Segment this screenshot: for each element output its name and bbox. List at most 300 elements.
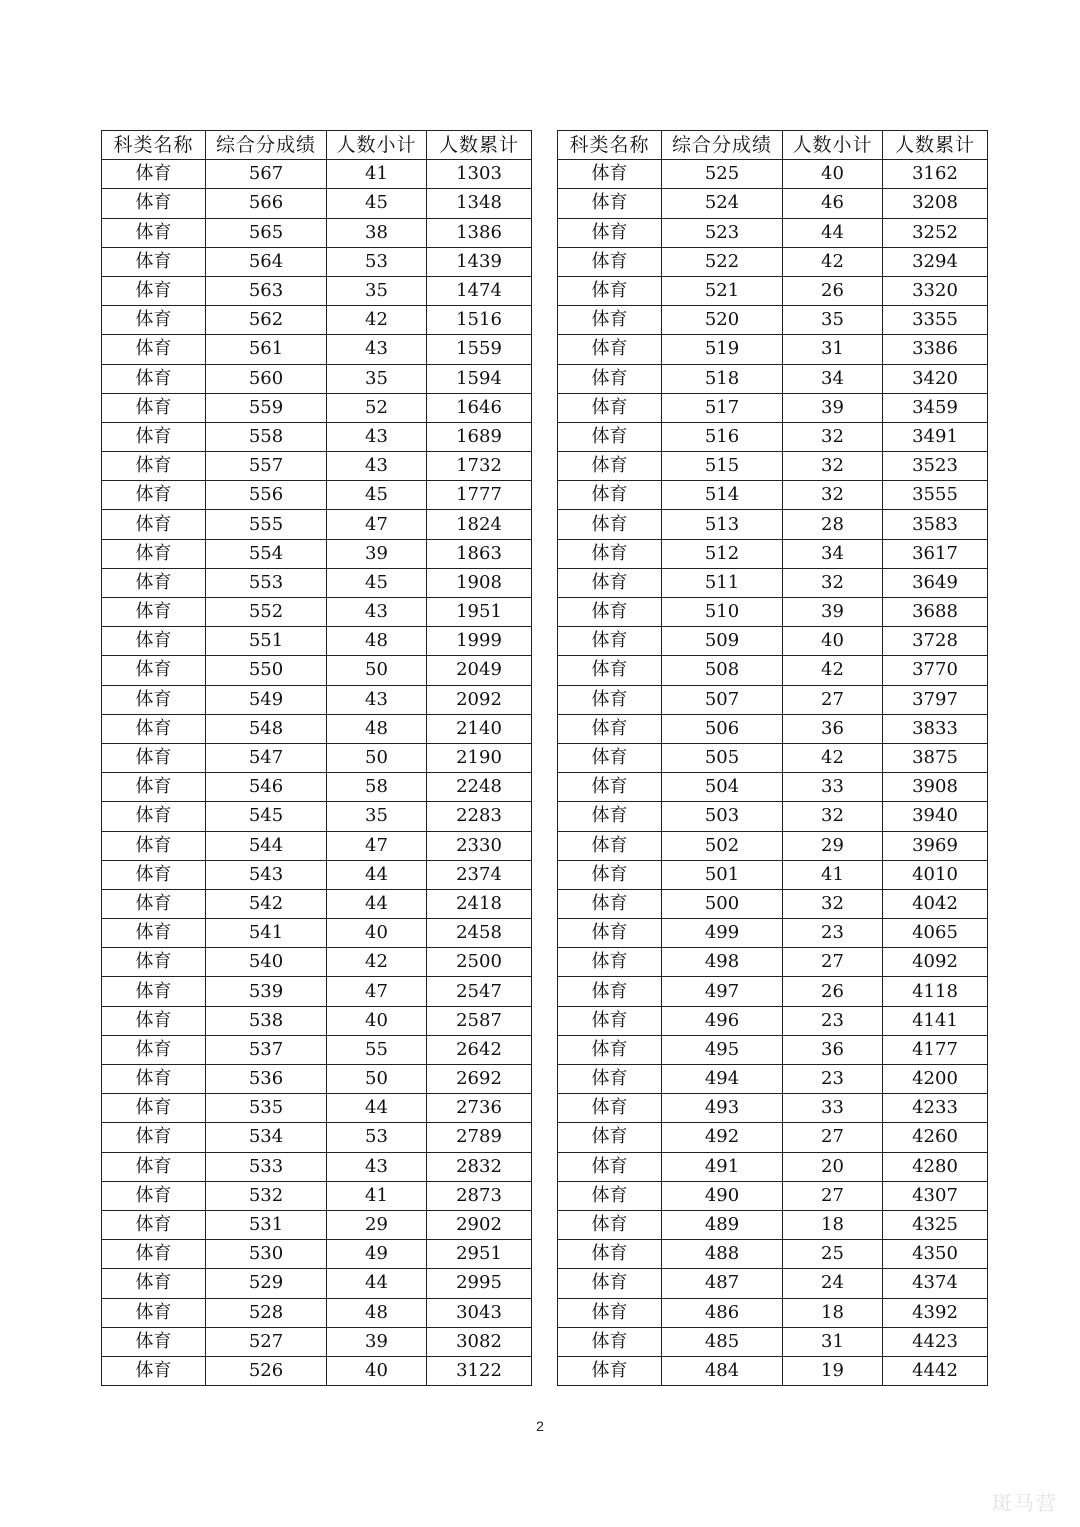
cell-subject: 体育: [102, 1327, 206, 1356]
table-row: [558, 1006, 988, 1035]
cell-cumulative: 2587: [427, 1006, 532, 1035]
cell-count: 41: [327, 1181, 427, 1210]
cell-cumulative: 2283: [427, 802, 532, 831]
cell-subject: 体育: [102, 510, 206, 539]
cell-score: 526: [206, 1356, 327, 1385]
cell-score: 519: [662, 335, 783, 364]
cell-subject: 体育: [558, 598, 662, 627]
table-row: [558, 831, 988, 860]
cell-score: 487: [662, 1269, 783, 1298]
cell-subject: 体育: [102, 627, 206, 656]
cell-subject: 体育: [558, 335, 662, 364]
cell-score: 489: [662, 1210, 783, 1239]
cell-count: 47: [327, 977, 427, 1006]
cell-cumulative: 3770: [883, 656, 988, 685]
cell-subject: 体育: [558, 919, 662, 948]
cell-cumulative: 4010: [883, 860, 988, 889]
cell-cumulative: 4118: [883, 977, 988, 1006]
cell-count: 39: [327, 1327, 427, 1356]
cell-cumulative: 3491: [883, 422, 988, 451]
cell-subject: 体育: [558, 1356, 662, 1385]
table-row: [102, 1181, 532, 1210]
cell-subject: 体育: [558, 364, 662, 393]
cell-count: 29: [327, 1210, 427, 1239]
cell-count: 32: [783, 568, 883, 597]
cell-cumulative: 1516: [427, 306, 532, 335]
table-row: [558, 1240, 988, 1269]
cell-score: 538: [206, 1006, 327, 1035]
cell-cumulative: 1951: [427, 598, 532, 627]
cell-count: 18: [783, 1210, 883, 1239]
table-row: [558, 656, 988, 685]
cell-score: 508: [662, 656, 783, 685]
cell-subject: 体育: [102, 656, 206, 685]
cell-subject: 体育: [102, 598, 206, 627]
table-row: [558, 802, 988, 831]
cell-cumulative: 1689: [427, 422, 532, 451]
table-row: [558, 889, 988, 918]
cell-cumulative: 4200: [883, 1065, 988, 1094]
cell-score: 537: [206, 1035, 327, 1064]
score-table-left-header: [102, 131, 532, 160]
cell-count: 18: [783, 1298, 883, 1327]
cell-cumulative: 2458: [427, 919, 532, 948]
cell-score: 502: [662, 831, 783, 860]
table-row: [102, 1327, 532, 1356]
cell-cumulative: 3162: [883, 160, 988, 189]
cell-cumulative: 4392: [883, 1298, 988, 1327]
cell-count: 53: [327, 1123, 427, 1152]
cell-count: 34: [783, 364, 883, 393]
cell-score: 500: [662, 889, 783, 918]
table-row: [102, 1298, 532, 1327]
cell-score: 521: [662, 276, 783, 305]
table-row: [102, 860, 532, 889]
cell-subject: 体育: [558, 1327, 662, 1356]
table-row: [558, 598, 988, 627]
cell-cumulative: 4141: [883, 1006, 988, 1035]
table-row: [558, 1327, 988, 1356]
header-row: [558, 131, 988, 160]
cell-score: 554: [206, 539, 327, 568]
cell-subject: 体育: [558, 656, 662, 685]
cell-score: 507: [662, 685, 783, 714]
table-row: [102, 1123, 532, 1152]
cell-score: 566: [206, 189, 327, 218]
cell-cumulative: 2789: [427, 1123, 532, 1152]
table-row: [102, 247, 532, 276]
cell-count: 42: [783, 247, 883, 276]
cell-cumulative: 2049: [427, 656, 532, 685]
cell-cumulative: 2248: [427, 773, 532, 802]
cell-subject: 体育: [102, 1181, 206, 1210]
cell-count: 35: [327, 364, 427, 393]
cell-count: 44: [327, 1094, 427, 1123]
cell-cumulative: 4042: [883, 889, 988, 918]
cell-subject: 体育: [558, 276, 662, 305]
cell-cumulative: 1386: [427, 218, 532, 247]
cell-cumulative: 4442: [883, 1356, 988, 1385]
table-row: [102, 160, 532, 189]
cell-count: 40: [327, 1356, 427, 1385]
cell-score: 495: [662, 1035, 783, 1064]
cell-cumulative: 3122: [427, 1356, 532, 1385]
cell-score: 546: [206, 773, 327, 802]
table-row: [558, 393, 988, 422]
cell-subject: 体育: [102, 160, 206, 189]
cell-count: 44: [327, 860, 427, 889]
cell-subject: 体育: [102, 919, 206, 948]
cell-cumulative: 3617: [883, 539, 988, 568]
table-row: [102, 364, 532, 393]
table-row: [102, 1006, 532, 1035]
cell-cumulative: 2692: [427, 1065, 532, 1094]
table-row: [102, 1035, 532, 1064]
cell-count: 43: [327, 452, 427, 481]
cell-count: 31: [783, 335, 883, 364]
cell-count: 39: [783, 393, 883, 422]
cell-subject: 体育: [102, 1269, 206, 1298]
cell-count: 33: [783, 1094, 883, 1123]
cell-subject: 体育: [102, 481, 206, 510]
cell-count: 48: [327, 1298, 427, 1327]
cell-cumulative: 2902: [427, 1210, 532, 1239]
cell-cumulative: 4177: [883, 1035, 988, 1064]
header-subject: 科类名称: [558, 131, 662, 160]
cell-count: 28: [783, 510, 883, 539]
table-row: [102, 1065, 532, 1094]
cell-score: 503: [662, 802, 783, 831]
cell-subject: 体育: [102, 977, 206, 1006]
cell-score: 504: [662, 773, 783, 802]
score-table-left: [101, 130, 532, 1386]
table-row: [102, 831, 532, 860]
table-row: [558, 1152, 988, 1181]
header-score: 综合分成绩: [206, 131, 327, 160]
cell-subject: 体育: [102, 306, 206, 335]
cell-cumulative: 3523: [883, 452, 988, 481]
cell-cumulative: 1348: [427, 189, 532, 218]
cell-subject: 体育: [558, 306, 662, 335]
cell-subject: 体育: [102, 1123, 206, 1152]
table-row: [558, 977, 988, 1006]
cell-score: 498: [662, 948, 783, 977]
cell-subject: 体育: [558, 860, 662, 889]
cell-score: 509: [662, 627, 783, 656]
table-row: [102, 1210, 532, 1239]
cell-cumulative: 1303: [427, 160, 532, 189]
cell-cumulative: 2642: [427, 1035, 532, 1064]
cell-subject: 体育: [558, 568, 662, 597]
cell-count: 50: [327, 656, 427, 685]
cell-cumulative: 4280: [883, 1152, 988, 1181]
cell-score: 565: [206, 218, 327, 247]
cell-subject: 体育: [102, 393, 206, 422]
cell-cumulative: 3688: [883, 598, 988, 627]
cell-count: 43: [327, 1152, 427, 1181]
cell-subject: 体育: [102, 714, 206, 743]
cell-count: 45: [327, 189, 427, 218]
table-row: [102, 276, 532, 305]
cell-subject: 体育: [558, 685, 662, 714]
cell-subject: 体育: [102, 1006, 206, 1035]
cell-cumulative: 2140: [427, 714, 532, 743]
cell-score: 567: [206, 160, 327, 189]
cell-cumulative: 3459: [883, 393, 988, 422]
table-row: [558, 510, 988, 539]
cell-subject: 体育: [558, 889, 662, 918]
cell-score: 548: [206, 714, 327, 743]
header-row: [102, 131, 532, 160]
table-row: [558, 1123, 988, 1152]
cell-score: 563: [206, 276, 327, 305]
cell-score: 494: [662, 1065, 783, 1094]
cell-score: 536: [206, 1065, 327, 1094]
header-count: 人数小计: [783, 131, 883, 160]
cell-score: 561: [206, 335, 327, 364]
cell-cumulative: 4260: [883, 1123, 988, 1152]
table-row: [102, 977, 532, 1006]
cell-count: 29: [783, 831, 883, 860]
header-cumulative: 人数累计: [427, 131, 532, 160]
cell-score: 517: [662, 393, 783, 422]
table-row: [102, 306, 532, 335]
cell-cumulative: 2736: [427, 1094, 532, 1123]
cell-score: 524: [662, 189, 783, 218]
table-row: [558, 160, 988, 189]
cell-count: 26: [783, 276, 883, 305]
cell-score: 501: [662, 860, 783, 889]
cell-count: 42: [327, 306, 427, 335]
score-table-right: [557, 130, 988, 1386]
table-row: [558, 189, 988, 218]
cell-score: 527: [206, 1327, 327, 1356]
cell-score: 523: [662, 218, 783, 247]
table-row: [102, 481, 532, 510]
cell-score: 549: [206, 685, 327, 714]
cell-subject: 体育: [558, 452, 662, 481]
cell-subject: 体育: [558, 160, 662, 189]
cell-score: 557: [206, 452, 327, 481]
cell-subject: 体育: [558, 1210, 662, 1239]
cell-cumulative: 4374: [883, 1269, 988, 1298]
cell-count: 23: [783, 1006, 883, 1035]
cell-cumulative: 1824: [427, 510, 532, 539]
cell-cumulative: 2418: [427, 889, 532, 918]
cell-cumulative: 4350: [883, 1240, 988, 1269]
cell-count: 38: [327, 218, 427, 247]
cell-score: 555: [206, 510, 327, 539]
cell-count: 39: [783, 598, 883, 627]
table-row: [102, 1240, 532, 1269]
cell-count: 45: [327, 481, 427, 510]
cell-subject: 体育: [558, 218, 662, 247]
cell-score: 513: [662, 510, 783, 539]
cell-cumulative: 3555: [883, 481, 988, 510]
cell-score: 553: [206, 568, 327, 597]
cell-count: 50: [327, 743, 427, 772]
score-table-right-body: [558, 160, 988, 1386]
cell-score: 534: [206, 1123, 327, 1152]
cell-subject: 体育: [558, 247, 662, 276]
cell-cumulative: 3583: [883, 510, 988, 539]
cell-count: 44: [327, 1269, 427, 1298]
table-row: [558, 364, 988, 393]
cell-subject: 体育: [558, 627, 662, 656]
cell-count: 32: [783, 802, 883, 831]
cell-score: 551: [206, 627, 327, 656]
cell-score: 505: [662, 743, 783, 772]
cell-subject: 体育: [558, 743, 662, 772]
cell-subject: 体育: [102, 1210, 206, 1239]
cell-score: 492: [662, 1123, 783, 1152]
cell-score: 542: [206, 889, 327, 918]
cell-score: 562: [206, 306, 327, 335]
header-score: 综合分成绩: [662, 131, 783, 160]
cell-subject: 体育: [102, 1240, 206, 1269]
cell-cumulative: 4423: [883, 1327, 988, 1356]
cell-cumulative: 2330: [427, 831, 532, 860]
page-number: 2: [536, 1418, 544, 1434]
cell-count: 19: [783, 1356, 883, 1385]
cell-subject: 体育: [102, 1094, 206, 1123]
cell-subject: 体育: [102, 247, 206, 276]
cell-subject: 体育: [102, 1152, 206, 1181]
cell-subject: 体育: [558, 393, 662, 422]
cell-count: 27: [783, 948, 883, 977]
cell-subject: 体育: [102, 948, 206, 977]
cell-count: 40: [783, 160, 883, 189]
cell-subject: 体育: [558, 539, 662, 568]
cell-count: 36: [783, 714, 883, 743]
cell-cumulative: 3320: [883, 276, 988, 305]
cell-cumulative: 3940: [883, 802, 988, 831]
cell-count: 58: [327, 773, 427, 802]
cell-count: 36: [783, 1035, 883, 1064]
table-row: [558, 1181, 988, 1210]
cell-score: 511: [662, 568, 783, 597]
cell-subject: 体育: [558, 1240, 662, 1269]
table-row: [558, 247, 988, 276]
cell-cumulative: 1732: [427, 452, 532, 481]
table-row: [558, 860, 988, 889]
table-row: [558, 627, 988, 656]
cell-subject: 体育: [102, 860, 206, 889]
cell-count: 42: [783, 743, 883, 772]
cell-subject: 体育: [102, 773, 206, 802]
cell-score: 499: [662, 919, 783, 948]
cell-cumulative: 1594: [427, 364, 532, 393]
table-row: [102, 1152, 532, 1181]
cell-cumulative: 2832: [427, 1152, 532, 1181]
cell-cumulative: 2547: [427, 977, 532, 1006]
cell-subject: 体育: [558, 1065, 662, 1094]
cell-score: 550: [206, 656, 327, 685]
cell-score: 486: [662, 1298, 783, 1327]
cell-score: 488: [662, 1240, 783, 1269]
cell-cumulative: 2374: [427, 860, 532, 889]
table-row: [102, 656, 532, 685]
table-row: [102, 1356, 532, 1385]
cell-count: 44: [783, 218, 883, 247]
header-cumulative: 人数累计: [883, 131, 988, 160]
cell-subject: 体育: [558, 1035, 662, 1064]
table-row: [102, 539, 532, 568]
cell-count: 46: [783, 189, 883, 218]
table-row: [102, 422, 532, 451]
cell-subject: 体育: [102, 685, 206, 714]
cell-count: 42: [783, 656, 883, 685]
cell-cumulative: 3649: [883, 568, 988, 597]
cell-subject: 体育: [558, 1006, 662, 1035]
cell-cumulative: 2873: [427, 1181, 532, 1210]
cell-cumulative: 3043: [427, 1298, 532, 1327]
watermark-logo: 斑马营: [992, 1491, 1058, 1515]
cell-score: 490: [662, 1181, 783, 1210]
cell-subject: 体育: [558, 1152, 662, 1181]
cell-count: 48: [327, 627, 427, 656]
cell-count: 45: [327, 568, 427, 597]
cell-subject: 体育: [102, 335, 206, 364]
table-row: [102, 1269, 532, 1298]
cell-subject: 体育: [102, 189, 206, 218]
table-row: [558, 1269, 988, 1298]
cell-score: 541: [206, 919, 327, 948]
cell-count: 32: [783, 452, 883, 481]
cell-cumulative: 4325: [883, 1210, 988, 1239]
cell-cumulative: 4233: [883, 1094, 988, 1123]
cell-subject: 体育: [102, 568, 206, 597]
cell-score: 516: [662, 422, 783, 451]
cell-count: 40: [783, 627, 883, 656]
table-row: [558, 685, 988, 714]
cell-subject: 体育: [558, 1298, 662, 1327]
table-row: [558, 773, 988, 802]
table-row: [558, 335, 988, 364]
cell-count: 27: [783, 1181, 883, 1210]
cell-score: 529: [206, 1269, 327, 1298]
table-row: [102, 685, 532, 714]
cell-count: 25: [783, 1240, 883, 1269]
cell-cumulative: 3797: [883, 685, 988, 714]
table-row: [102, 393, 532, 422]
cell-cumulative: 1999: [427, 627, 532, 656]
cell-subject: 体育: [558, 1181, 662, 1210]
cell-score: 528: [206, 1298, 327, 1327]
cell-count: 44: [327, 889, 427, 918]
cell-score: 514: [662, 481, 783, 510]
cell-cumulative: 3908: [883, 773, 988, 802]
cell-cumulative: 2951: [427, 1240, 532, 1269]
cell-count: 26: [783, 977, 883, 1006]
cell-count: 43: [327, 685, 427, 714]
cell-count: 43: [327, 422, 427, 451]
cell-subject: 体育: [558, 831, 662, 860]
cell-score: 497: [662, 977, 783, 1006]
cell-cumulative: 1474: [427, 276, 532, 305]
cell-cumulative: 3386: [883, 335, 988, 364]
cell-subject: 体育: [558, 510, 662, 539]
cell-score: 533: [206, 1152, 327, 1181]
cell-subject: 体育: [102, 802, 206, 831]
table-row: [102, 452, 532, 481]
cell-cumulative: 3355: [883, 306, 988, 335]
cell-score: 493: [662, 1094, 783, 1123]
cell-score: 520: [662, 306, 783, 335]
table-row: [102, 335, 532, 364]
cell-cumulative: 4092: [883, 948, 988, 977]
cell-subject: 体育: [102, 1356, 206, 1385]
